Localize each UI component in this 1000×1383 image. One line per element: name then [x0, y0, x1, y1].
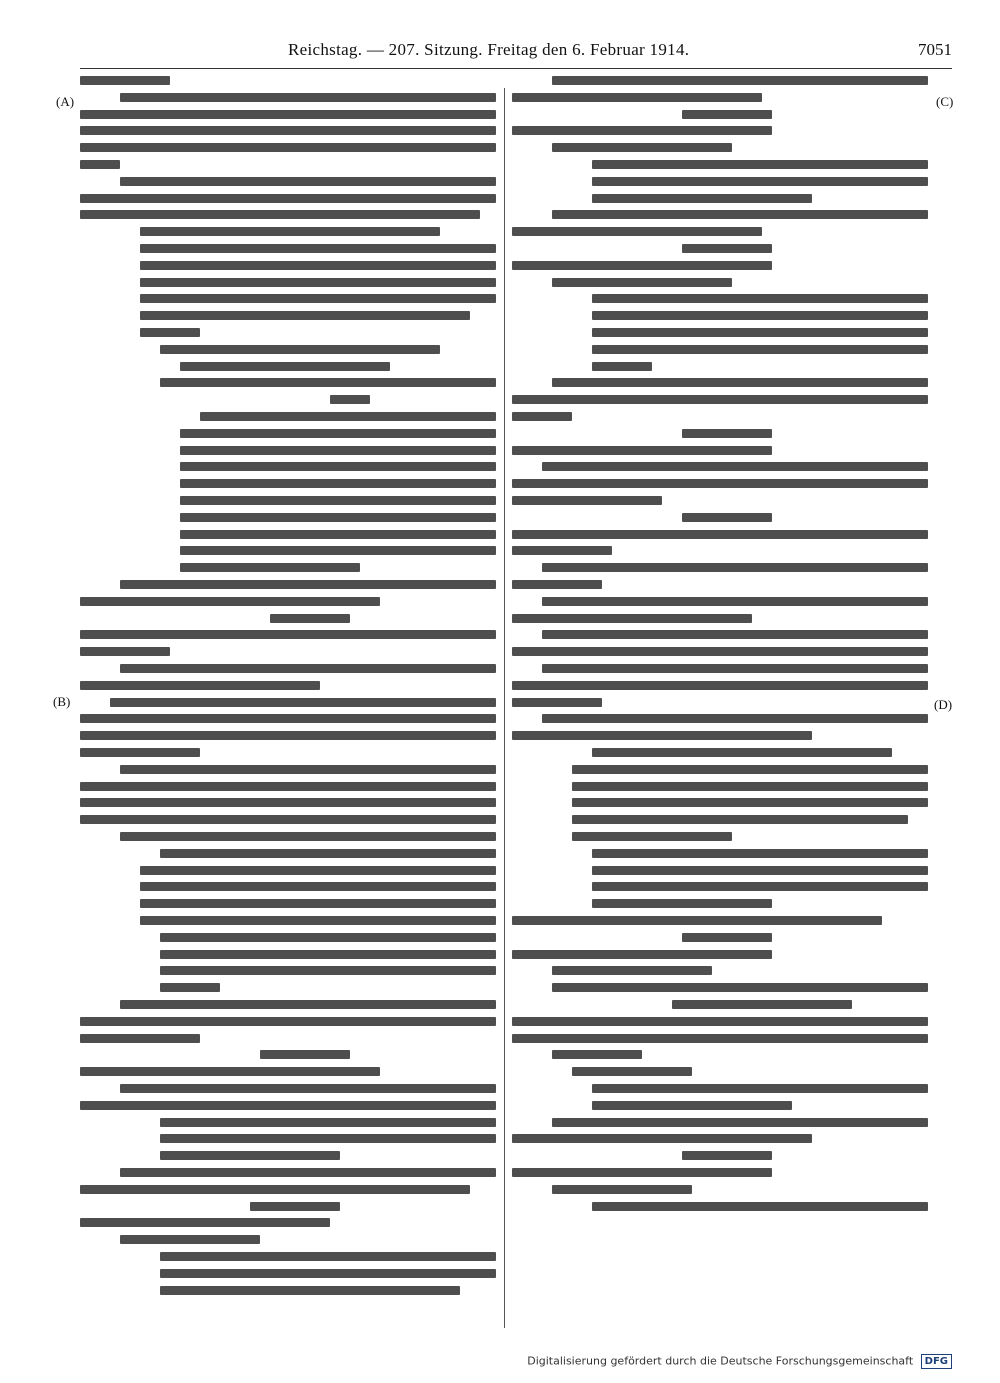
margin-letter-d: (D)	[934, 697, 953, 712]
credit-text: Digitalisierung gefördert durch die Deutsche Forschungsgemeinschaft	[527, 1354, 914, 1368]
running-title: Reichstag. — 207. Sitzung. Freitag den 6. Februar 1914.	[288, 40, 690, 59]
text-line	[120, 580, 496, 589]
text-line	[180, 563, 360, 572]
text-line	[512, 681, 928, 690]
text-line	[180, 429, 496, 438]
text-line	[160, 950, 496, 959]
text-line	[80, 630, 496, 639]
text-line	[512, 227, 762, 236]
text-line	[80, 748, 200, 757]
text-line	[512, 1168, 772, 1177]
text-line	[80, 815, 496, 824]
text-line	[512, 261, 772, 270]
page-number: 7051	[918, 40, 952, 59]
text-line	[592, 1202, 928, 1211]
text-line	[80, 110, 496, 119]
column-rule	[504, 88, 505, 1328]
text-line	[160, 345, 440, 354]
text-line	[572, 798, 928, 807]
text-line	[552, 983, 928, 992]
text-line	[80, 1101, 496, 1110]
text-line	[80, 76, 170, 85]
text-line	[180, 513, 496, 522]
text-line	[80, 731, 496, 740]
text-line	[682, 244, 772, 253]
text-line	[592, 899, 772, 908]
text-line	[180, 546, 496, 555]
text-line	[160, 1134, 496, 1143]
text-line	[592, 311, 928, 320]
text-line	[512, 1134, 812, 1143]
page-header	[80, 38, 952, 64]
text-line	[260, 1050, 350, 1059]
text-line	[592, 849, 928, 858]
text-line	[80, 798, 496, 807]
text-line	[512, 93, 762, 102]
text-line	[512, 731, 812, 740]
text-line	[160, 966, 496, 975]
text-line	[180, 462, 496, 471]
text-line	[682, 429, 772, 438]
text-line	[512, 647, 928, 656]
text-line	[552, 378, 928, 387]
text-line	[512, 950, 772, 959]
text-line	[512, 916, 882, 925]
text-line	[120, 177, 496, 186]
text-line	[80, 1067, 380, 1076]
text-line	[592, 194, 812, 203]
text-line	[542, 563, 928, 572]
text-line	[80, 210, 480, 219]
text-line	[80, 126, 496, 135]
text-line	[552, 143, 732, 152]
text-line	[542, 664, 928, 673]
right-column	[512, 72, 928, 1322]
text-line	[592, 866, 928, 875]
text-line	[160, 1286, 460, 1295]
margin-letter-a: (A)	[56, 94, 75, 109]
text-line	[140, 916, 496, 925]
text-line	[140, 882, 496, 891]
text-line	[512, 446, 772, 455]
text-line	[140, 866, 496, 875]
text-line	[512, 1017, 928, 1026]
text-line	[270, 614, 350, 623]
text-line	[250, 1202, 340, 1211]
margin-letter-c: (C)	[936, 94, 954, 109]
text-line	[140, 244, 496, 253]
text-line	[542, 630, 928, 639]
text-line	[592, 1084, 928, 1093]
text-line	[512, 412, 572, 421]
text-line	[542, 597, 928, 606]
text-line	[592, 177, 928, 186]
text-line	[180, 479, 496, 488]
text-line	[512, 1034, 928, 1043]
text-line	[512, 496, 662, 505]
text-line	[160, 933, 496, 942]
text-line	[682, 110, 772, 119]
text-line	[572, 782, 928, 791]
text-line	[552, 76, 928, 85]
text-line	[592, 882, 928, 891]
text-line	[80, 647, 170, 656]
left-column	[80, 72, 496, 1322]
text-line	[512, 580, 602, 589]
text-line	[160, 849, 496, 858]
text-line	[160, 1252, 496, 1261]
text-line	[80, 1017, 496, 1026]
text-line	[682, 513, 772, 522]
text-line	[120, 664, 496, 673]
text-line	[512, 395, 928, 404]
text-line	[592, 160, 928, 169]
text-line	[80, 782, 496, 791]
header-rule	[80, 68, 952, 69]
text-line	[512, 546, 612, 555]
text-line	[552, 966, 712, 975]
text-line	[592, 345, 928, 354]
text-line	[80, 143, 496, 152]
text-line	[120, 1000, 496, 1009]
text-line	[512, 698, 602, 707]
text-line	[682, 933, 772, 942]
digitization-credit	[527, 1354, 952, 1369]
text-line	[160, 1269, 496, 1278]
text-line	[180, 496, 496, 505]
text-line	[120, 93, 496, 102]
text-line	[512, 126, 772, 135]
text-line	[120, 1235, 260, 1244]
text-line	[180, 446, 496, 455]
text-line	[330, 395, 370, 404]
text-line	[160, 1118, 496, 1127]
text-line	[552, 210, 928, 219]
text-line	[80, 1185, 470, 1194]
text-line	[572, 815, 908, 824]
text-line	[682, 1151, 772, 1160]
text-line	[120, 765, 496, 774]
text-line	[160, 378, 496, 387]
text-line	[140, 328, 200, 337]
margin-letter-b: (B)	[53, 694, 71, 709]
text-line	[592, 328, 928, 337]
text-line	[672, 1000, 852, 1009]
text-line	[80, 160, 120, 169]
text-line	[512, 614, 752, 623]
dfg-logo: DFG	[921, 1354, 952, 1369]
text-line	[592, 362, 652, 371]
text-line	[120, 1168, 496, 1177]
text-line	[110, 698, 496, 707]
text-line	[80, 1034, 200, 1043]
text-line	[592, 1101, 792, 1110]
text-line	[140, 294, 496, 303]
text-line	[160, 1151, 340, 1160]
text-line	[120, 1084, 496, 1093]
text-line	[120, 832, 496, 841]
text-line	[552, 1050, 642, 1059]
text-line	[160, 983, 220, 992]
text-line	[542, 462, 928, 471]
text-line	[592, 748, 892, 757]
text-line	[572, 1067, 692, 1076]
text-line	[80, 681, 320, 690]
text-line	[80, 597, 380, 606]
text-line	[180, 362, 390, 371]
text-line	[512, 530, 928, 539]
text-line	[180, 530, 496, 539]
text-line	[200, 412, 496, 421]
text-line	[140, 261, 496, 270]
text-line	[80, 194, 496, 203]
text-line	[552, 278, 732, 287]
text-line	[140, 899, 496, 908]
text-line	[572, 832, 732, 841]
text-line	[80, 714, 496, 723]
text-line	[140, 227, 440, 236]
text-line	[572, 765, 928, 774]
text-line	[512, 479, 928, 488]
text-line	[140, 311, 470, 320]
text-line	[542, 714, 928, 723]
text-line	[80, 1218, 330, 1227]
text-line	[140, 278, 496, 287]
text-line	[552, 1118, 928, 1127]
text-line	[592, 294, 928, 303]
text-line	[552, 1185, 692, 1194]
